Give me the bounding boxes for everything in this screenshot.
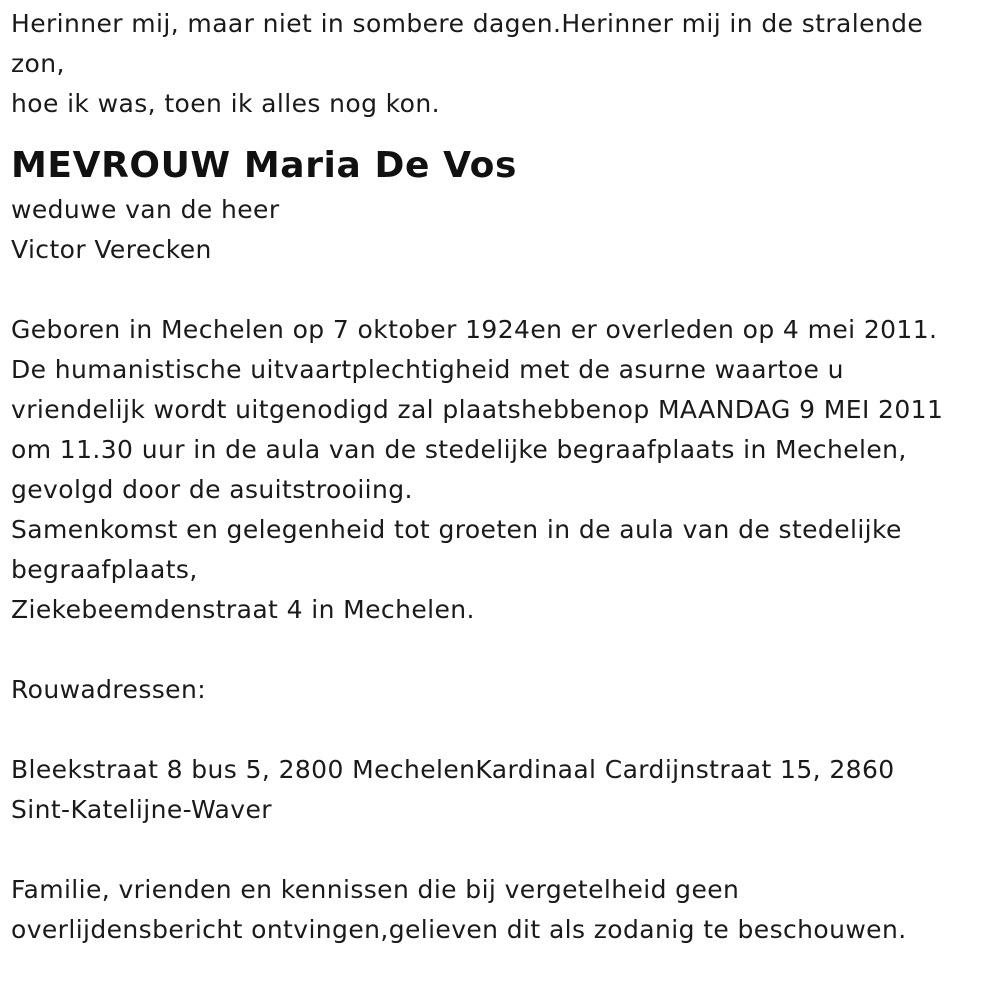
closing-line: overlijdensbericht ontvingen,gelieven dit als zodanig te beschouwen. [11, 915, 907, 944]
spacer [11, 830, 986, 870]
announcement-line: begraafplaats, [11, 555, 198, 584]
deceased-name: MEVROUW Maria De Vos [11, 145, 517, 186]
address-line: Sint-Katelijne-Waver [11, 795, 272, 824]
spacer [11, 630, 986, 670]
poem-line: hoe ik was, toen ik alles nog kon. [11, 89, 440, 118]
announcement-line: gevolgd door de asuitstrooiing. [11, 475, 413, 504]
deceased-section [11, 146, 986, 270]
addresses-section [11, 670, 986, 830]
announcement-line: Samenkomst en gelegenheid tot groeten in de aula van de stedelijke [11, 515, 902, 544]
spouse-name: Victor Verecken [11, 235, 212, 264]
spacer [11, 270, 986, 310]
announcement-line: Geboren in Mechelen op 7 oktober 1924en er overleden op 4 mei 2011. [11, 315, 938, 344]
poem-line: zon, [11, 49, 65, 78]
closing-line: Familie, vrienden en kennissen die bij vergetelheid geen [11, 875, 740, 904]
announcement-line: vriendelijk wordt uitgenodigd zal plaatshebbenop MAANDAG 9 MEI 2011 [11, 395, 944, 424]
poem-line: Herinner mij, maar niet in sombere dagen.Herinner mij in de stralende [11, 9, 924, 38]
announcement-line: De humanistische uitvaartplechtigheid met de asurne waartoe u [11, 355, 844, 384]
announcement-line: Ziekebeemdenstraat 4 in Mechelen. [11, 595, 475, 624]
spacer [11, 710, 986, 750]
obituary-document [11, 4, 986, 950]
addresses-heading: Rouwadressen: [11, 675, 207, 704]
poem-section [11, 4, 986, 124]
relation-text: weduwe van de heer [11, 195, 280, 224]
closing-section [11, 870, 986, 950]
announcement-line: om 11.30 uur in de aula van de stedelijke begraafplaats in Mechelen, [11, 435, 907, 464]
announcement-section [11, 310, 986, 630]
address-line: Bleekstraat 8 bus 5, 2800 MechelenKardinaal Cardijnstraat 15, 2860 [11, 755, 895, 784]
